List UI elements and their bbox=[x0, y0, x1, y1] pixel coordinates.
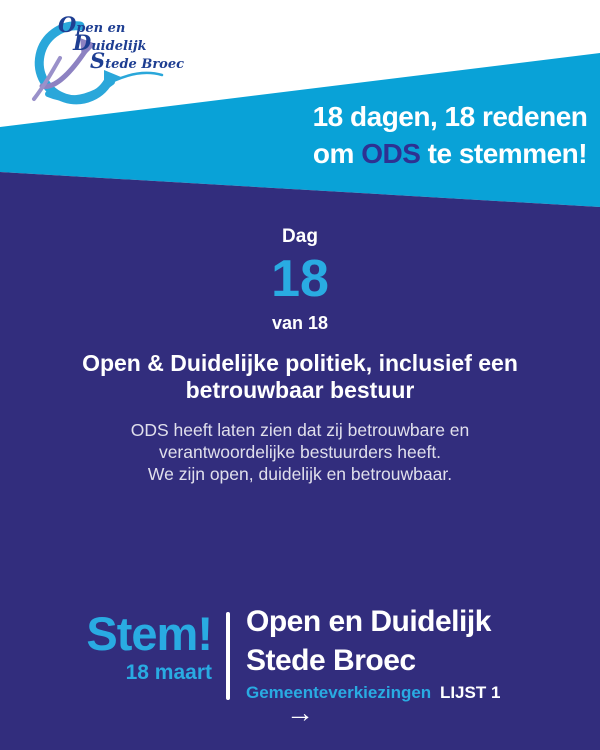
footer-divider bbox=[226, 612, 230, 700]
party-name-line2: Stede Broec bbox=[246, 644, 416, 677]
cta-stem: Stem! bbox=[86, 607, 212, 660]
cta-date: 18 maart bbox=[125, 661, 212, 684]
ods-logo-wordmark: Open en Duidelijk Stede Broec bbox=[58, 12, 185, 73]
election-label: Gemeenteverkiezingen bbox=[246, 683, 432, 702]
cta-block bbox=[55, 607, 212, 685]
next-arrow-icon[interactable]: → bbox=[286, 697, 314, 728]
day-number: 18 bbox=[271, 250, 329, 308]
day-label: Dag bbox=[282, 226, 318, 247]
reason-heading: Open & Duidelijke politiek, inclusief een betrouwbaar bestuur bbox=[82, 350, 518, 403]
list-badge: LIJST 1 bbox=[439, 683, 501, 702]
banner-line2: om ODS te stemmen! bbox=[312, 138, 588, 169]
ods-abbr: ODS bbox=[361, 138, 421, 169]
day-of-label: van 18 bbox=[271, 313, 329, 334]
ods-logo bbox=[20, 6, 220, 116]
banner-headline bbox=[305, 98, 595, 172]
banner-line1: 18 dagen, 18 redenen bbox=[312, 101, 588, 132]
reason-body: ODS heeft laten zien dat zij betrouwbare en verantwoordelijke bestuurders heeft. We zijn open, duidelijk en betrouwbaar. bbox=[130, 420, 470, 484]
party-name-block bbox=[246, 602, 500, 703]
party-name-line1: Open en Duidelijk bbox=[246, 605, 491, 638]
day-counter bbox=[0, 226, 600, 334]
